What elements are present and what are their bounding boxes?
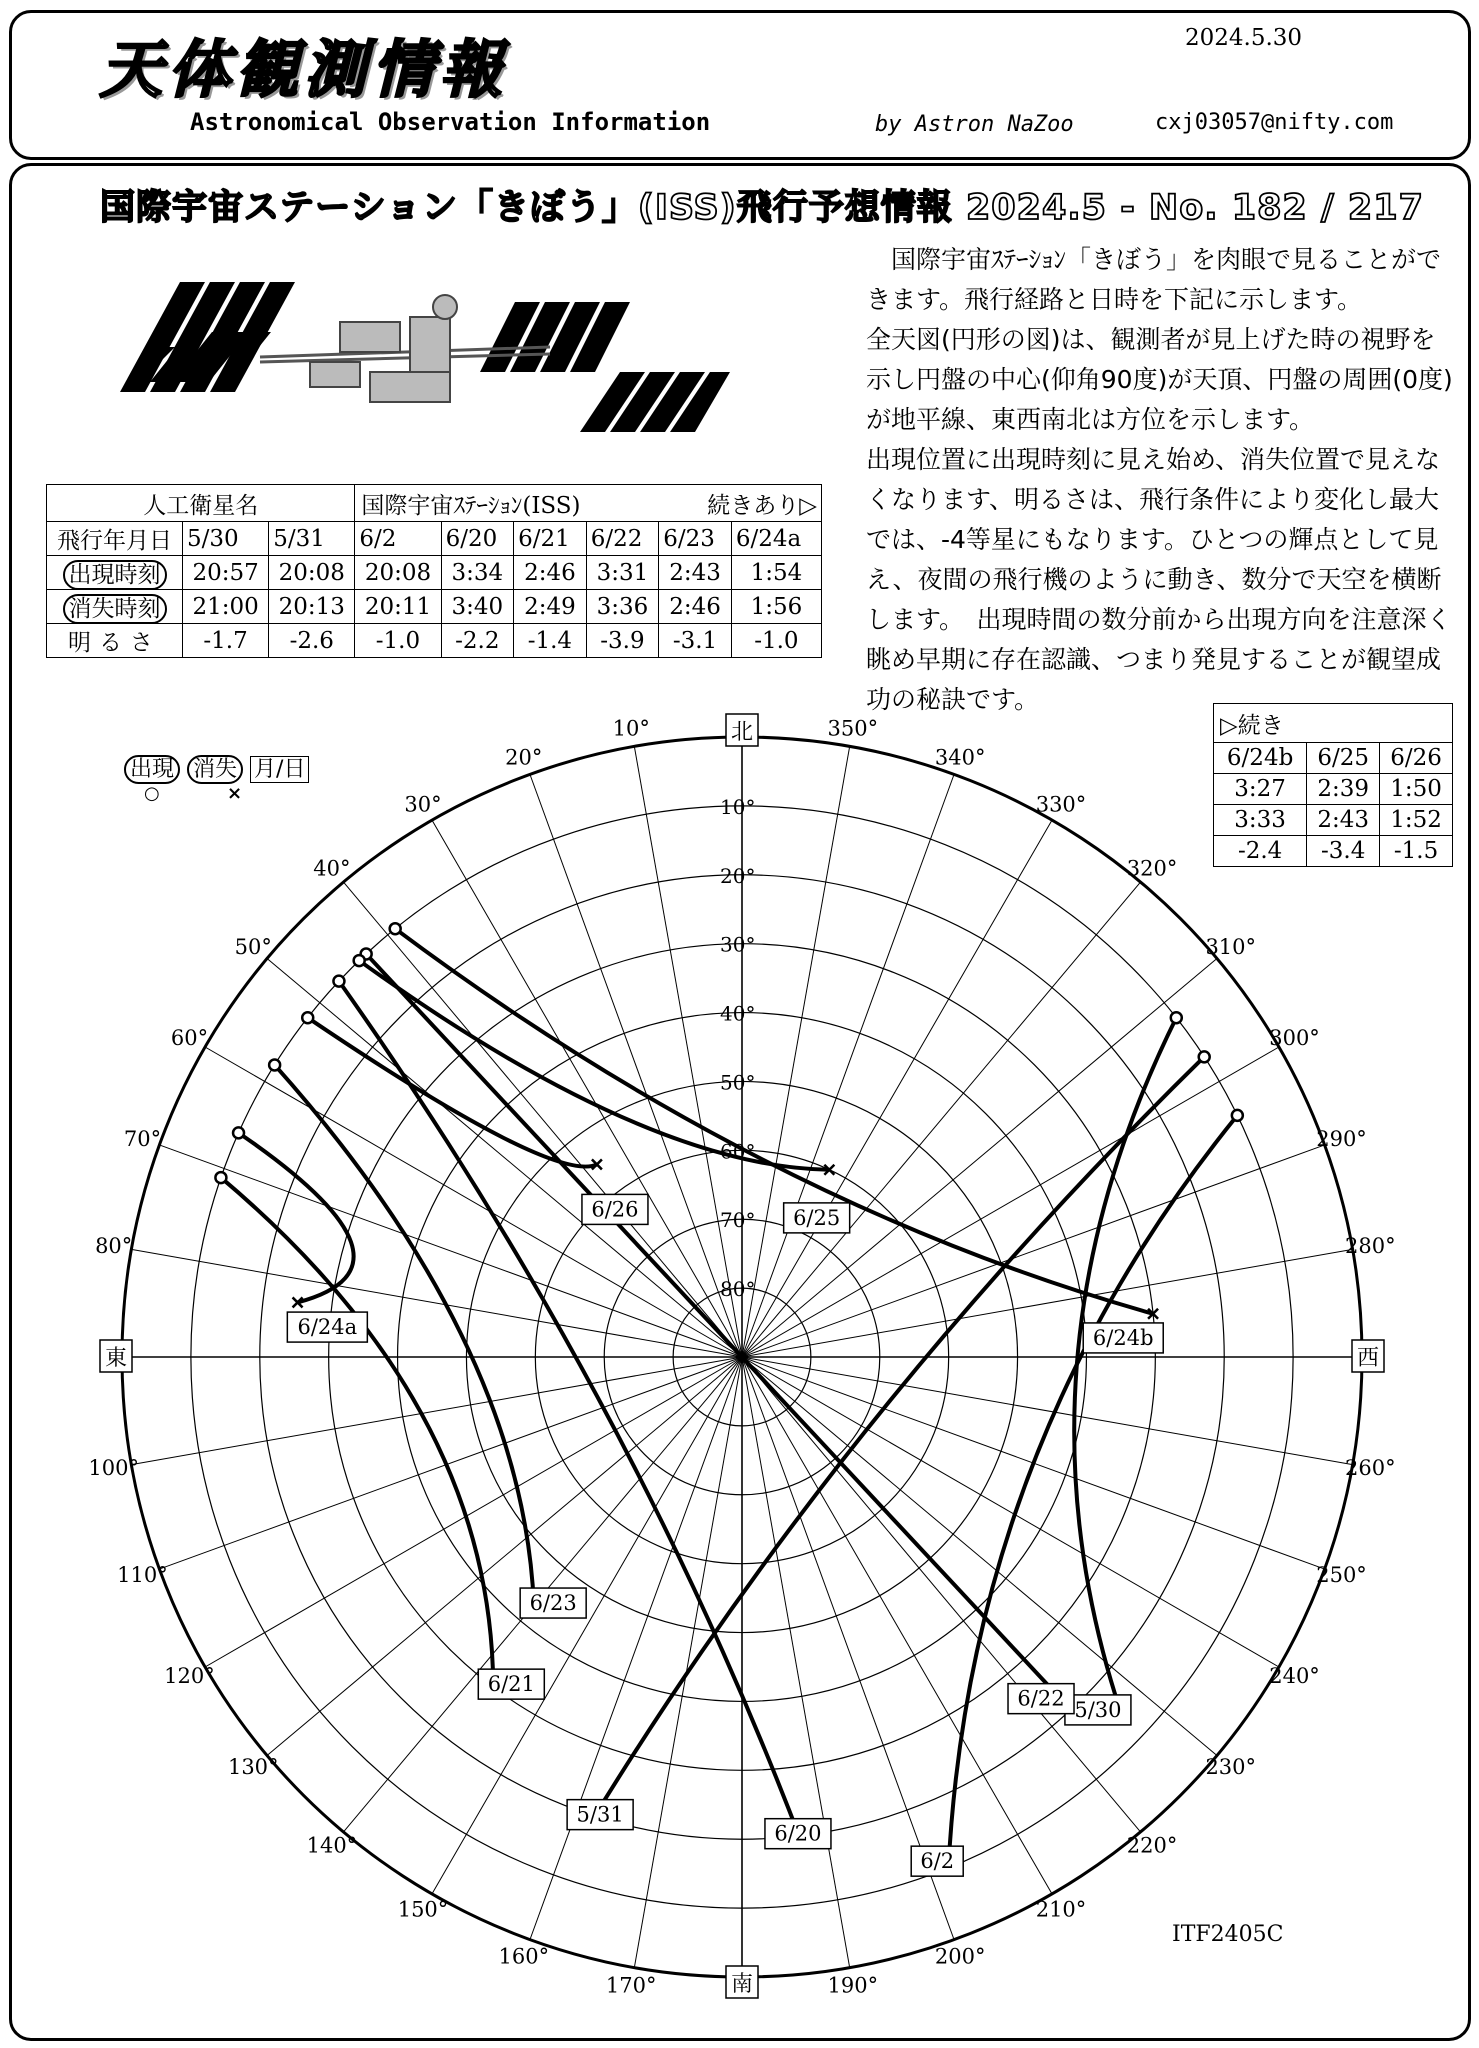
direction-west: 西 — [1356, 1346, 1380, 1371]
azimuth-label: 280° — [1345, 1234, 1396, 1259]
azimuth-label: 60° — [170, 1026, 209, 1050]
date-cell: 5/30 — [183, 522, 269, 556]
satellite-label: 人工衛星名 — [47, 485, 355, 522]
cont-vanish-cell: 1:52 — [1380, 805, 1453, 836]
elevation-label: 80° — [720, 1277, 756, 1302]
pass-label: 6/25 — [793, 1205, 841, 1230]
legend-appear: 出現 — [124, 755, 180, 784]
pass-label: 5/30 — [1074, 1697, 1122, 1722]
appear-cell: 20:08 — [355, 556, 441, 590]
appear-marker — [215, 1172, 226, 1183]
vanish-cell: 3:36 — [586, 590, 659, 624]
brightness-cell: -1.0 — [731, 624, 821, 658]
date-cell: 6/2 — [355, 522, 441, 556]
footer-code: ITF2405C — [1172, 1922, 1284, 1947]
date-cell: 6/23 — [659, 522, 732, 556]
azimuth-label: 110° — [117, 1563, 168, 1588]
vanish-cell: 21:00 — [183, 590, 269, 624]
azimuth-label: 70° — [123, 1126, 162, 1151]
pass-track — [948, 1115, 1237, 1868]
azimuth-label: 290° — [1316, 1126, 1367, 1151]
appear-cell: 1:54 — [731, 556, 821, 590]
cont-appear-cell: 2:39 — [1307, 774, 1380, 805]
azimuth-label: 200° — [934, 1944, 986, 1969]
azimuth-label: 140° — [306, 1833, 358, 1858]
cont-appear-cell: 1:50 — [1380, 774, 1453, 805]
byline: by Astron NaZoo — [875, 112, 1074, 137]
appear-marker — [1171, 1012, 1182, 1023]
cont-date-cell: 6/25 — [1307, 743, 1380, 774]
azimuth-spoke — [742, 1357, 1353, 1465]
legend-appear-symbol: ○ — [144, 783, 160, 804]
cont-date-cell: 6/26 — [1380, 743, 1453, 774]
title-jp: 天体観測情報 — [100, 33, 509, 106]
vanish-cell: 2:46 — [659, 590, 732, 624]
azimuth-label: 40° — [313, 856, 351, 881]
azimuth-label: 20° — [505, 745, 543, 770]
appear-cell: 20:08 — [269, 556, 355, 590]
description-p1: 国際宇宙ｽﾃｰｼｮﾝ「きぼう」を肉眼で見ることができます。飛行経路と日時を下記に示します。 — [866, 245, 1442, 314]
legend-vanish-symbol: × — [227, 783, 243, 804]
elevation-label: 60° — [720, 1139, 756, 1164]
appear-pill: 出現時刻 — [63, 560, 167, 590]
pass-label: 5/31 — [576, 1802, 624, 1827]
azimuth-label: 260° — [1345, 1455, 1396, 1480]
brightness-cell: -2.6 — [269, 624, 355, 658]
pass-label: 6/24b — [1092, 1325, 1154, 1350]
appear-cell: 2:46 — [514, 556, 587, 590]
azimuth-spoke — [742, 746, 850, 1357]
appear-cell: 3:31 — [586, 556, 659, 590]
email-link[interactable]: cxj03057@nifty.com — [1155, 110, 1394, 135]
date: 2024.5.30 — [1185, 25, 1303, 51]
appear-marker — [390, 923, 401, 934]
cont-vanish-cell: 2:43 — [1307, 805, 1380, 836]
azimuth-spoke — [742, 1357, 850, 1968]
elevation-label: 50° — [720, 1070, 756, 1095]
azimuth-spoke — [742, 1249, 1353, 1357]
elevation-label: 40° — [720, 1001, 756, 1026]
brightness-cell: -1.0 — [355, 624, 441, 658]
azimuth-label: 130° — [227, 1755, 279, 1780]
headline: 国際宇宙ステーション「きぼう」(ISS)飛行予想情報 2024.5 - No. 182 / 217 — [100, 188, 1424, 228]
azimuth-label: 300° — [1269, 1026, 1320, 1050]
date-cell: 6/21 — [514, 522, 587, 556]
azimuth-label: 160° — [498, 1944, 550, 1969]
azimuth-label: 240° — [1269, 1664, 1320, 1688]
appear-marker — [354, 955, 365, 966]
description-p2: 全天図(円形の図)は、観測者が見上げた時の視野を示し円盤の中心(仰角90度)が天頂、円盤の周囲(0度)が地平線、東西南北は方位を示します。 — [866, 325, 1453, 434]
cont-appear-cell: 3:27 — [1214, 774, 1307, 805]
azimuth-label: 120° — [164, 1664, 215, 1688]
azimuth-label: 10° — [612, 716, 650, 741]
pass-label: 6/23 — [529, 1591, 577, 1616]
cont-date-cell: 6/24b — [1214, 743, 1307, 774]
brightness-cell: -1.7 — [183, 624, 269, 658]
elevation-label: 10° — [720, 794, 756, 819]
vanish-cell: 20:11 — [355, 590, 441, 624]
date-cell: 5/31 — [269, 522, 355, 556]
pass-label: 6/20 — [774, 1821, 822, 1846]
azimuth-label: 220° — [1126, 1833, 1178, 1858]
appear-marker — [233, 1127, 244, 1138]
appear-marker — [1199, 1051, 1210, 1062]
pass-label: 6/26 — [591, 1197, 639, 1222]
azimuth-label: 350° — [827, 716, 879, 741]
appear-marker — [302, 1012, 313, 1023]
pass-label: 6/24a — [297, 1315, 358, 1340]
elevation-label: 20° — [720, 863, 756, 888]
legend-vanish: 消失 — [187, 755, 243, 784]
azimuth-label: 190° — [827, 1973, 879, 1998]
brightness-cell: -3.9 — [586, 624, 659, 658]
appear-cell: 3:34 — [441, 556, 514, 590]
azimuth-label: 150° — [397, 1897, 449, 1922]
pass-label: 6/22 — [1017, 1686, 1065, 1711]
description-p3: 出現位置に出現時刻に見え始め、消失位置で見えなくなります、明るさは、飛行条件により変化し最大では、-4等星にもなります。ひとつの輝点として見え、夜間の飛行機のように動き、数分で天空を横断します。 出現時間の数分前から出現方向を注意深く眺め早期に存在認識、つまり発見することが観望成功の秘訣です。 — [866, 445, 1452, 714]
elevation-label: 70° — [720, 1208, 756, 1233]
azimuth-label: 50° — [234, 934, 272, 959]
legend-date: 月/日 — [250, 756, 309, 783]
appear-marker — [1232, 1110, 1243, 1121]
title-en: Astronomical Observation Information — [190, 108, 711, 136]
pass-label: 6/2 — [920, 1849, 955, 1874]
row-label-date: 飛行年月日 — [47, 522, 183, 556]
cont-brightness-cell: -3.4 — [1307, 836, 1380, 867]
pass-track — [395, 929, 1153, 1314]
cont-brightness-cell: -1.5 — [1380, 836, 1453, 867]
azimuth-label: 80° — [95, 1234, 133, 1259]
azimuth-label: 330° — [1035, 792, 1087, 817]
azimuth-label: 340° — [934, 745, 986, 770]
azimuth-label: 100° — [88, 1455, 139, 1480]
row-label-brightness: 明るさ — [47, 624, 183, 658]
direction-east: 東 — [104, 1346, 128, 1371]
pass-label: 6/21 — [487, 1672, 535, 1697]
cont-brightness-cell: -2.4 — [1214, 836, 1307, 867]
direction-south: 南 — [730, 1972, 754, 1997]
vanish-cell: 1:56 — [731, 590, 821, 624]
date-cell: 6/24a — [731, 522, 821, 556]
azimuth-spoke — [131, 1249, 742, 1357]
vanish-cell: 20:13 — [269, 590, 355, 624]
brightness-cell: -3.1 — [659, 624, 732, 658]
azimuth-label: 30° — [404, 792, 442, 817]
elevation-label: 30° — [720, 932, 756, 957]
appear-marker — [269, 1059, 280, 1070]
continued-title: ▷続き — [1214, 704, 1453, 743]
pass-track — [221, 1178, 493, 1688]
direction-north: 北 — [730, 720, 754, 745]
vanish-cell: 2:49 — [514, 590, 587, 624]
date-cell: 6/22 — [586, 522, 659, 556]
azimuth-label: 250° — [1316, 1563, 1367, 1588]
azimuth-label: 320° — [1126, 856, 1178, 881]
date-cell: 6/20 — [441, 522, 514, 556]
azimuth-label: 170° — [605, 1973, 657, 1998]
brightness-cell: -2.2 — [441, 624, 514, 658]
cont-vanish-cell: 3:33 — [1214, 805, 1307, 836]
azimuth-spoke — [634, 746, 742, 1357]
pass-track — [1074, 1018, 1176, 1710]
appear-marker — [333, 976, 344, 987]
azimuth-label: 310° — [1205, 934, 1257, 959]
vanish-pill: 消失時刻 — [63, 594, 167, 624]
azimuth-label: 210° — [1035, 1897, 1087, 1922]
vanish-cell: 3:40 — [441, 590, 514, 624]
satellite-name: 国際宇宙ｽﾃｰｼｮﾝ(ISS) — [355, 485, 659, 522]
pass-track — [366, 954, 1061, 1700]
azimuth-spoke — [131, 1357, 742, 1465]
azimuth-label: 230° — [1205, 1755, 1257, 1780]
appear-cell: 20:57 — [183, 556, 269, 590]
appear-cell: 2:43 — [659, 556, 732, 590]
brightness-cell: -1.4 — [514, 624, 587, 658]
continued-note: 続きあり▷ — [659, 485, 822, 522]
